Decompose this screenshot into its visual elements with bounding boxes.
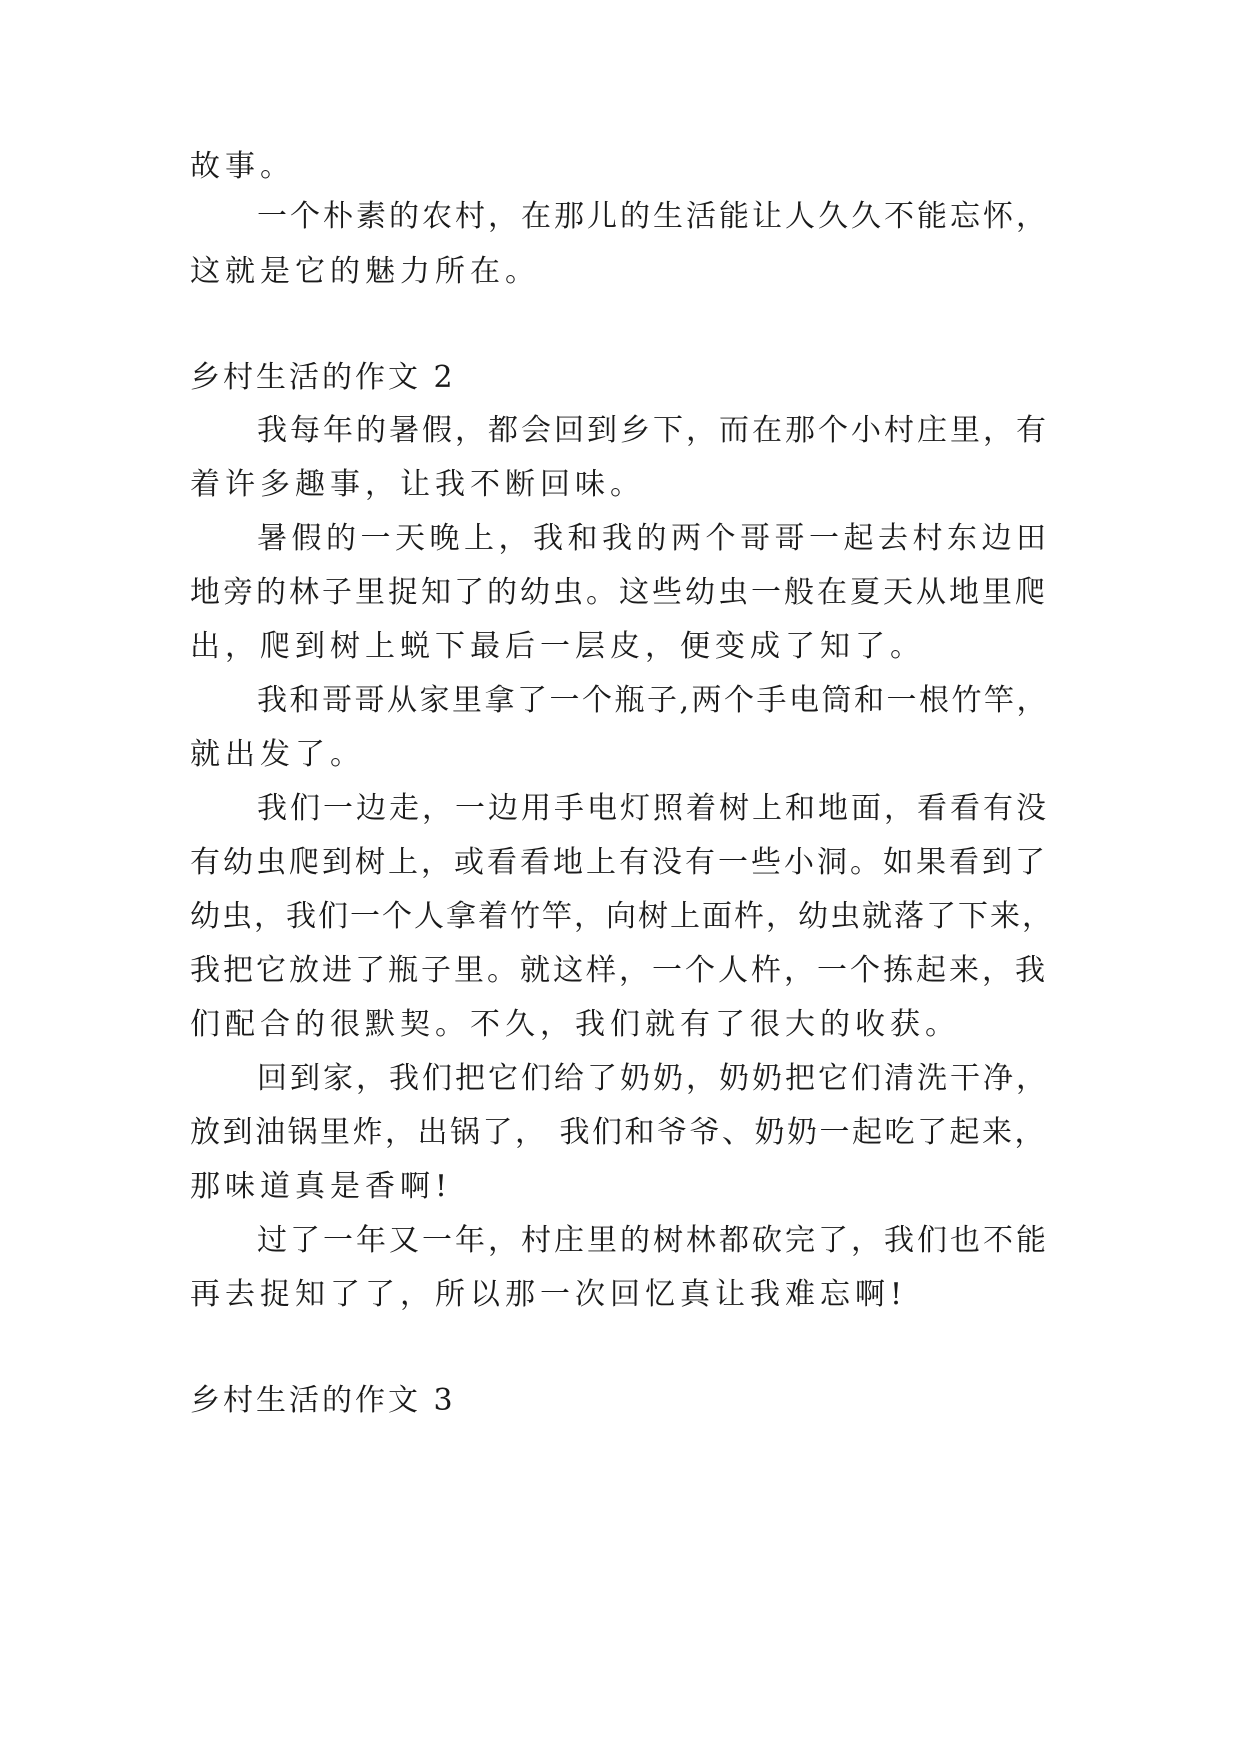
paragraph-line: 这就是它的魅力所在。 <box>190 254 540 289</box>
paragraph-line: 有幼虫爬到树上，或看看地上有没有一些小洞。如果看到了 <box>190 845 1048 880</box>
paragraph-line: 地旁的林子里捉知了的幼虫。这些幼虫一般在夏天从地里爬 <box>190 575 1048 610</box>
paragraph-line: 我把它放进了瓶子里。就这样，一个人杵，一个拣起来，我 <box>190 953 1048 988</box>
paragraph-line: 回到家，我们把它们给了奶奶，奶奶把它们清洗干净， <box>257 1061 1049 1096</box>
paragraph-line: 一个朴素的农村，在那儿的生活能让人久久不能忘怀， <box>257 199 1049 234</box>
section-title: 乡村生活的作文 2 <box>190 360 456 395</box>
paragraph-line: 我们一边走，一边用手电灯照着树上和地面，看看有没 <box>257 791 1049 826</box>
paragraph-line: 过了一年又一年，村庄里的树林都砍完了，我们也不能 <box>257 1223 1049 1258</box>
paragraph-line: 那味道真是香啊! <box>190 1169 453 1204</box>
paragraph-line: 再去捉知了了，所以那一次回忆真让我难忘啊! <box>190 1277 908 1312</box>
paragraph-line: 就出发了。 <box>190 737 365 772</box>
section-title: 乡村生活的作文 3 <box>190 1383 456 1418</box>
paragraph-line: 我每年的暑假，都会回到乡下，而在那个小村庄里，有 <box>257 413 1049 448</box>
paragraph-line: 出，爬到树上蜕下最后一层皮，便变成了知了。 <box>190 629 925 664</box>
paragraph-line: 们配合的很默契。不久，我们就有了很大的收获。 <box>190 1007 960 1042</box>
paragraph-line: 故事。 <box>190 149 295 184</box>
paragraph-line: 我和哥哥从家里拿了一个瓶子,两个手电筒和一根竹竿， <box>257 683 1050 718</box>
paragraph-line: 放到油锅里炸，出锅了， 我们和爷爷、奶奶一起吃了起来， <box>190 1115 1048 1150</box>
paragraph-line: 着许多趣事，让我不断回味。 <box>190 467 645 502</box>
paragraph-line: 暑假的一天晚上，我和我的两个哥哥一起去村东边田 <box>257 521 1051 556</box>
paragraph-line: 幼虫，我们一个人拿着竹竿，向树上面杵，幼虫就落了下来， <box>190 899 1054 934</box>
